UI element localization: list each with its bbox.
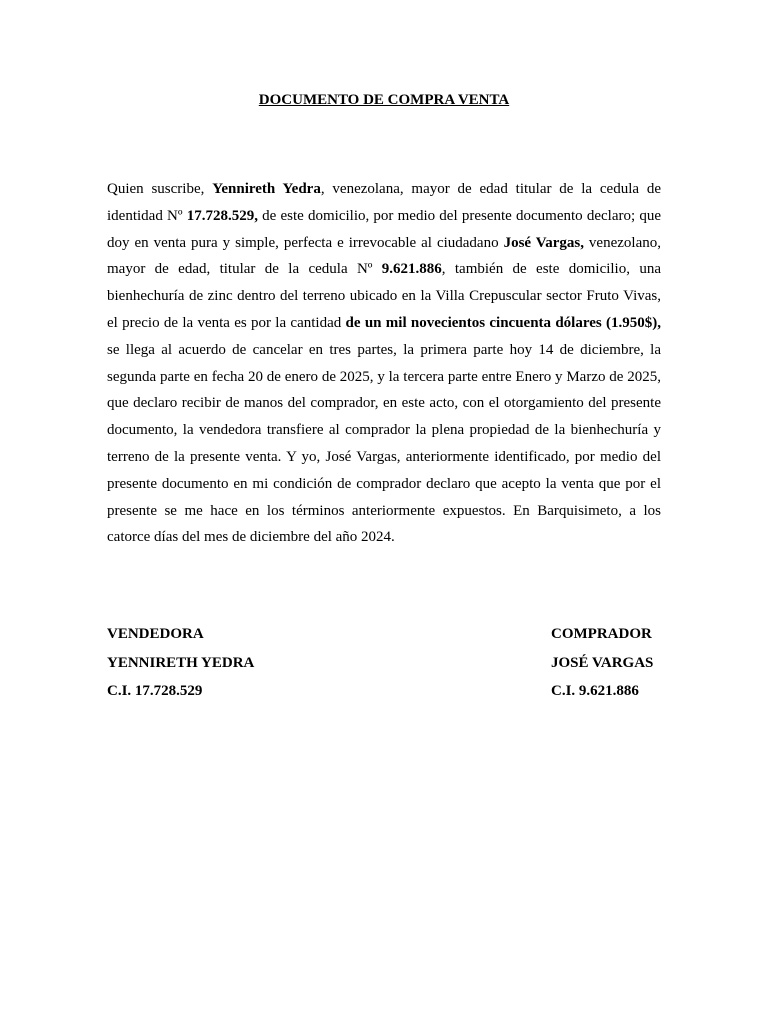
document-title: DOCUMENTO DE COMPRA VENTA bbox=[258, 92, 510, 108]
seller-name: Yennireth Yedra bbox=[212, 181, 321, 197]
body-text-segment: venezolano, mayor de edad, titular de la cedula Nº bbox=[107, 234, 661, 278]
buyer-signature-id: C.I. 9.621.886 bbox=[551, 683, 639, 699]
seller-signature-block bbox=[107, 620, 254, 706]
body-text-segment: , también de este domicilio, una bienhechuría de zinc dentro del terreno ubicado en la Villa Crepuscular sector Fruto Vivas, el precio de la venta es por la cantidad bbox=[107, 261, 661, 331]
body-text-segment: , venezolana, mayor de edad titular de la cedula de identidad Nº bbox=[107, 181, 661, 224]
buyer-role: COMPRADOR bbox=[551, 626, 652, 642]
buyer-signature-block bbox=[551, 620, 653, 706]
seller-id-number: 17.728.529, bbox=[186, 207, 258, 224]
seller-signature-id: C.I. 17.728.529 bbox=[107, 683, 203, 699]
buyer-signature-name: JOSÉ VARGAS bbox=[551, 654, 654, 671]
buyer-id-number: 9.621.886 bbox=[381, 261, 442, 278]
body-text-segment: de este domicilio, por medio del presente documento declaro; que doy en venta pura y simple, perfecta e irrevocable al ciudadano bbox=[107, 207, 661, 251]
buyer-name: José Vargas, bbox=[503, 234, 584, 251]
sale-price: de un mil novecientos cincuenta dólares (1.950$), bbox=[345, 314, 661, 331]
body-text-segment: Quien suscribe, bbox=[107, 181, 213, 197]
body-text-segment: se llega al acuerdo de cancelar en tres partes, la primera parte hoy 14 de diciembre, la segunda parte en fecha 20 de enero de 2025, y la tercera parte entre Enero y Marzo de 2025, que declaro recibir de manos del comprador, en este acto, con el otorgamiento del presente documento, la vendedora transfiere al comprador la plena propiedad de la bienhechuría y terreno de la presente venta. Y yo, José Vargas, anteriormente identificado, por medio del presente documento en mi condición de comprador declaro que acepto la venta que por el presente se me hace en los términos anteriormente expuestos. En Barquisimeto, a los catorce días del mes de diciembre del año 2024. bbox=[107, 341, 661, 546]
seller-role: VENDEDORA bbox=[107, 626, 204, 642]
contract-body bbox=[107, 176, 661, 551]
seller-signature-name: YENNIRETH YEDRA bbox=[107, 654, 255, 671]
